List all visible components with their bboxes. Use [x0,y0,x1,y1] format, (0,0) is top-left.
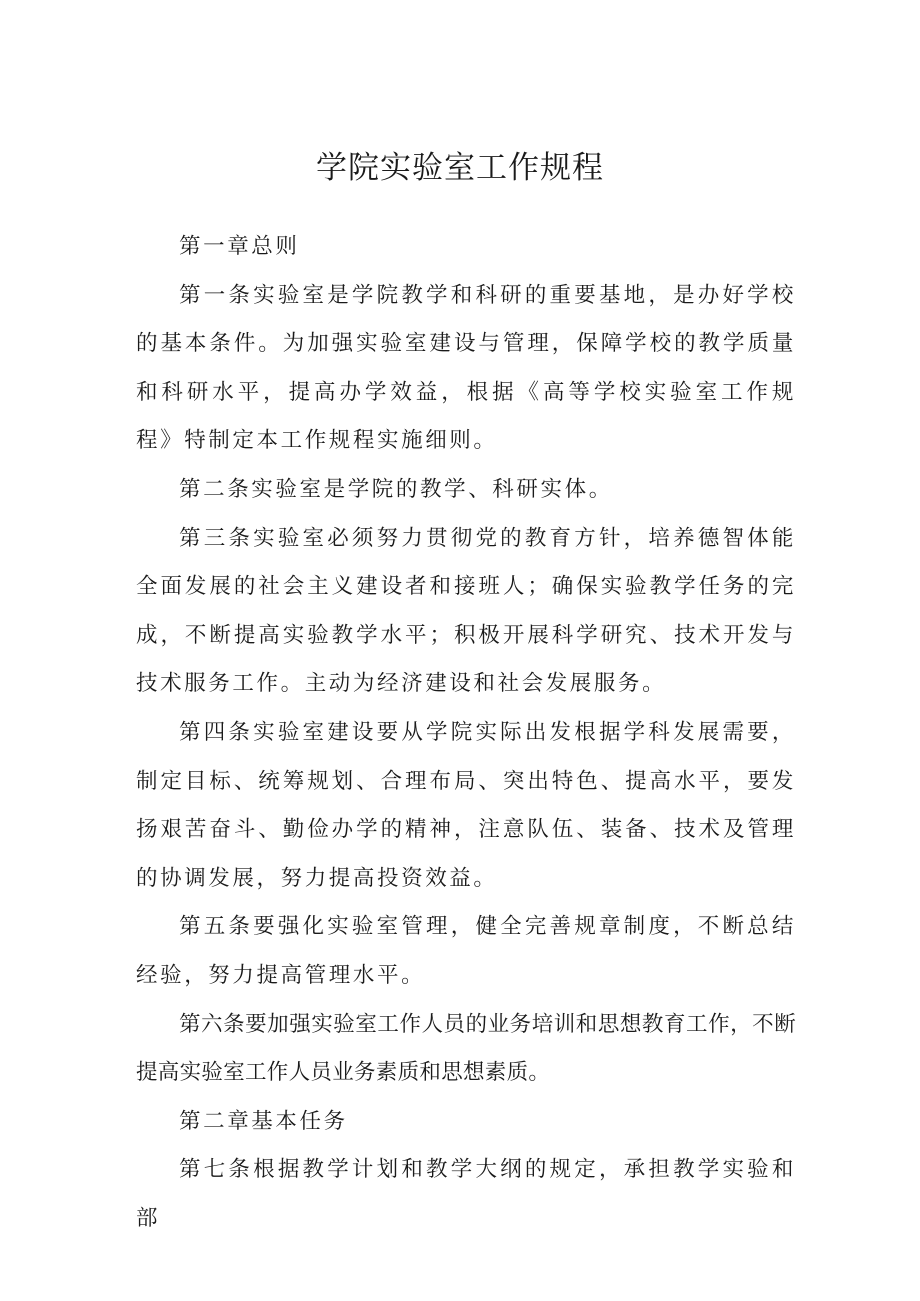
document-body [136,223,796,1243]
article-paragraph: 第一条实验室是学院教学和科研的重要基地，是办好学校的基本条件。为加强实验室建设与管理，保障学校的教学质量和科研水平，提高办学效益，根据《高等学校实验室工作规程》特制定本工作规程实施细则。 [136,282,796,454]
article-paragraph: 第四条实验室建设要从学院实际出发根据学科发展需要，制定目标、统筹规划、合理布局、突出特色、提高水平，要发扬艰苦奋斗、勤俭办学的精神，注意队伍、装备、技术及管理的协调发展，努力提高投资效益。 [136,719,796,891]
article-paragraph: 第七条根据教学计划和教学大纲的规定，承担教学实验和部 [136,1157,796,1231]
article-paragraph: 第二条实验室是学院的教学、科研实体。 [179,476,613,502]
article-paragraph: 第三条实验室必须努力贯彻党的教育方针，培养德智体能全面发展的社会主义建设者和接班人；确保实验教学任务的完成，不断提高实验教学水平；积极开展科学研究、技术开发与技术服务工作。主动为经济建设和社会发展服务。 [136,525,796,697]
document-title: 学院实验室工作规程 [316,150,604,186]
article-paragraph: 第六条要加强实验室工作人员的业务培训和思想教育工作，不断提高实验室工作人员业务素质和思想素质。 [136,1011,796,1086]
chapter-heading: 第一章总则 [179,234,300,259]
chapter-heading: 第二章基本任务 [179,1108,348,1134]
article-paragraph: 第五条要强化实验室管理，健全完善规章制度，不断总结经验，努力提高管理水平。 [136,914,796,988]
